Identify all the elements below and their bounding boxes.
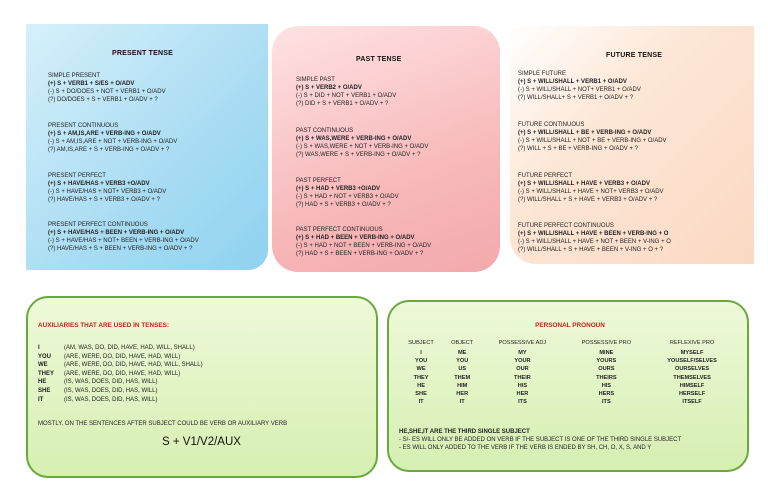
auxiliary-list: (ARE, WERE, DO, DID, HAVE, HAD, WILL, SHALL) — [64, 362, 203, 369]
table-cell: YOUR — [514, 358, 531, 365]
auxiliary-list: (ARE, WERE, DO, DID, HAVE, HAD, WILL) — [64, 353, 181, 360]
table-cell: MYSELF — [680, 350, 704, 356]
subject-label: YOU — [38, 353, 52, 360]
positive-formula: (+) S + VERB2 + O/ADV — [296, 85, 362, 91]
auxiliaries-note: MOSTLY, ON THE SENTENCES AFTER SUBJECT COULD BE VERB OR AUXILIARY VERB — [38, 421, 288, 427]
table-cell: ITS — [602, 399, 611, 406]
positive-formula: (+) S + WILL/SHALL + HAVE + BEEN + VERB-ING + O — [518, 231, 669, 237]
auxiliary-list: (IS, WAS, DOES, DID, HAS, WILL) — [64, 379, 158, 386]
simple-past-section — [296, 76, 396, 108]
table-cell: HER — [456, 391, 469, 398]
future-perfect-continuous-section — [518, 222, 671, 254]
table-cell: HIS — [601, 382, 612, 389]
section-heading: PAST CONTINUOUS — [296, 128, 354, 134]
table-cell: THEY — [413, 374, 429, 381]
negative-formula: (-) S + HAVE/HAS + NOT+ VERB3 + O/ADV — [48, 189, 167, 195]
negative-formula: (-) S + DID + NOT + VERB1 + O/ADV — [296, 93, 397, 99]
column-header: OBJECT — [451, 340, 474, 346]
question-formula: (?) WILL + S + BE + VERB-ING + O/ADV + ? — [518, 146, 638, 152]
present-tense-title: PRESENT TENSE — [112, 50, 173, 57]
auxiliaries-title: AUXILIARIES THAT ARE USED IN TENSES: — [38, 322, 170, 329]
section-heading: SIMPLE PRESENT — [48, 73, 101, 79]
table-cell: HIS — [517, 382, 528, 389]
negative-formula: (-) S + WILL/SHALL + NOT+ VERB1 + O/ADV — [518, 87, 641, 93]
list-item — [38, 396, 203, 405]
table-cell: IT — [459, 399, 465, 406]
positive-formula: (+) S + WAS,WERE + VERB-ING + O/ADV — [296, 136, 412, 142]
question-formula: (?) AM,IS,ARE + S + VERB-ING + O/ADV + ? — [48, 147, 170, 153]
present-perfect-continuous-section — [48, 221, 199, 253]
pronoun-notes — [399, 428, 681, 452]
past-tense-card — [272, 26, 500, 272]
table-cell: US — [458, 366, 467, 373]
table-cell: SHE — [415, 391, 427, 398]
table-row — [399, 374, 735, 382]
positive-formula: (+) S + HAD + BEEN + VERB-ING + O/ADV — [296, 235, 415, 241]
column-header: REFLEXIVE PRO — [669, 340, 715, 346]
table-cell: HE — [417, 382, 425, 389]
table-cell: YOU — [414, 358, 428, 365]
list-item — [38, 387, 203, 396]
list-item — [38, 344, 203, 353]
subject-label: I — [38, 345, 40, 351]
section-heading: PAST PERFECT — [296, 178, 341, 184]
question-formula: (?) HAD + S + BEEN + VERB-ING + O/ADV + ? — [296, 251, 424, 257]
auxiliaries-card — [26, 296, 378, 478]
table-cell: HERSELF — [679, 391, 706, 398]
table-cell: THEIRS — [596, 374, 617, 381]
positive-formula: (+) S + HAVE/HAS + BEEN + VERB-ING + O/ADV — [48, 230, 185, 236]
section-heading: FUTURE PERFECT CONTINUOUS — [518, 223, 614, 229]
present-tense-card — [26, 24, 268, 270]
list-item — [38, 370, 203, 379]
column-header: POSSESSIVE ADJ — [498, 340, 547, 346]
list-item — [38, 361, 203, 370]
positive-formula: (+) S + WILL/SHALL + HAVE + VERB3 + O/ADV — [518, 181, 650, 187]
future-continuous-section — [518, 121, 667, 153]
question-formula: (?) WAS,WERE + S + VERB-ING + O/ADV + ? — [296, 152, 421, 158]
table-cell: MINE — [599, 350, 614, 356]
question-formula: (?) HAVE/HAS + S + VERB3 + O/ADV + ? — [48, 197, 160, 203]
table-cell: IT — [418, 399, 424, 406]
negative-formula: (-) S + WILL/SHALL + NOT + BE + VERB-ING + O/ADV — [518, 138, 667, 144]
table-row — [399, 382, 735, 390]
table-cell: HIMSELF — [679, 382, 705, 389]
table-cell: THEMSELVES — [673, 374, 711, 381]
past-perfect-continuous-section — [296, 226, 431, 258]
subject-label: IT — [38, 396, 44, 403]
positive-formula: (+) S + VERB1 + S/ES + O/ADV — [48, 81, 135, 87]
question-formula: (?) DO/DOES + S + VERB1 + O/ADV + ? — [48, 97, 158, 103]
future-perfect-section — [518, 172, 664, 204]
present-continuous-section — [48, 122, 177, 154]
table-cell: THEM — [454, 374, 471, 381]
note-line: - ES WILL ONLY ADDED TO THE VERB IF THE VERB IS ENDED BY SH, CH, O, X, S, AND Y — [399, 445, 652, 451]
positive-formula: (+) S + WILL/SHALL + VERB1 + O/ADV — [518, 79, 627, 85]
subject-label: THEY — [38, 370, 55, 377]
auxiliary-list: (ARE, WERE, DO, DID, HAVE, HAD, WILL) — [64, 370, 181, 377]
table-cell: MY — [518, 350, 527, 356]
column-header: POSSESSIVE PRO — [581, 340, 632, 346]
section-heading: PRESENT PERFECT — [48, 173, 106, 179]
future-tense-card — [510, 26, 754, 264]
list-item — [38, 378, 203, 387]
subject-label: HE — [38, 379, 47, 386]
personal-pronoun-title: PERSONAL PRONOUN — [535, 322, 605, 329]
table-cell: ITSELF — [682, 399, 702, 406]
section-heading: PRESENT PERFECT CONTINUOUS — [48, 222, 148, 228]
table-row — [399, 349, 735, 357]
positive-formula: (+) S + HAVE/HAS + VERB3 +O/ADV — [48, 181, 150, 187]
personal-pronoun-card — [387, 300, 749, 472]
table-cell: YOURS — [596, 358, 617, 365]
note-line: - S/- ES WILL ONLY BE ADDED ON VERB IF THE SUBJECT IS ONE OF THE THIRD SINGLE SUBJECT — [399, 437, 682, 443]
table-cell: WE — [416, 366, 426, 373]
subject-label: WE — [38, 362, 48, 369]
question-formula: (?) HAD + S + VERB3 + O/ADV + ? — [296, 202, 391, 208]
auxiliary-list: (IS, WAS, DOES, DID, HAS, WILL) — [64, 396, 158, 403]
table-row — [399, 357, 735, 365]
question-formula: (?) HAVE/HAS + S + BEEN + VERB-ING + O/ADV + ? — [48, 246, 193, 252]
table-cell: HERS — [598, 391, 615, 398]
negative-formula: (-) S + WILL/SHALL + HAVE + NOT + BEEN + V-ING + O — [518, 239, 671, 245]
section-heading: SIMPLE FUTURE — [518, 71, 567, 77]
table-cell: YOUSELF/SELVES — [667, 358, 717, 365]
section-heading: PAST PERFECT CONTINUOUS — [296, 227, 383, 233]
table-cell: OUR — [516, 366, 529, 373]
positive-formula: (+) S + AM,IS,ARE + VERB-ING + O/ADV — [48, 131, 161, 137]
question-formula: (?) WILL/SHALL+ S + VERB1 + O/ADV + ? — [518, 95, 634, 101]
auxiliaries-list — [38, 344, 203, 404]
present-perfect-section — [48, 172, 166, 204]
section-heading: PRESENT CONTINUOUS — [48, 123, 119, 129]
negative-formula: (-) S + HAVE/HAS + NOT+ BEEN + VERB-ING + O/ADV — [48, 238, 199, 244]
simple-present-section — [48, 72, 166, 104]
negative-formula: (-) S + HAD + NOT + BEEN + VERB-ING + O/ADV — [296, 243, 432, 249]
simple-future-section — [518, 70, 641, 102]
list-item — [38, 353, 203, 362]
past-perfect-section — [296, 177, 399, 209]
section-heading: FUTURE CONTINUOUS — [518, 122, 585, 128]
sentence-formula: S + V1/V2/AUX — [162, 436, 241, 448]
table-cell: HER — [516, 391, 529, 398]
table-cell: ITS — [518, 399, 527, 406]
table-cell: YOU — [456, 358, 469, 365]
past-tense-title: PAST TENSE — [356, 56, 402, 63]
negative-formula: (-) S + WAS,WERE + NOT + VERB-ING + O/ADV — [296, 144, 429, 150]
question-formula: (?) WILL/SHALL + S + HAVE + VERB3 + O/ADV + ? — [518, 197, 658, 203]
table-row — [399, 398, 735, 406]
pronoun-table — [399, 340, 735, 406]
table-row — [399, 390, 735, 398]
table-header-row — [399, 340, 735, 349]
note-line: HE,SHE,IT ARE THE THIRD SINGLE SUBJECT — [399, 429, 530, 435]
future-tense-title: FUTURE TENSE — [606, 52, 663, 59]
table-cell: ME — [458, 350, 467, 356]
positive-formula: (+) S + WILL/SHALL + BE + VERB-ING + O/ADV — [518, 130, 652, 136]
table-cell: THEIR — [514, 374, 531, 381]
table-cell: I — [420, 350, 422, 356]
auxiliary-list: (IS, WAS, DOES, DID, HAS, WILL) — [64, 387, 158, 394]
negative-formula: (-) S + DO/DOES + NOT + VERB1 + O/ADV — [48, 89, 166, 95]
negative-formula: (-) S + WILL/SHALL + HAVE + NOT+ VERB3 + O/ADV — [518, 189, 664, 195]
question-formula: (?) DID + S + VERB1 + O/ADV + ? — [296, 101, 389, 107]
table-cell: HIM — [457, 382, 468, 389]
past-continuous-section — [296, 127, 428, 159]
negative-formula: (-) S + AM,IS,ARE + NOT + VERB-ING + O/ADV — [48, 139, 178, 145]
question-formula: (?) WILL/SHALL + S + HAVE + BEEN + V-ING + O + ? — [518, 247, 664, 253]
column-header: SUBJECT — [408, 340, 434, 346]
auxiliary-list: (AM, WAS, DO, DID, HAVE, HAD, WILL, SHALL) — [64, 345, 195, 351]
negative-formula: (-) S + HAD + NOT + VERB3 + O/ADV — [296, 194, 399, 200]
subject-label: SHE — [38, 387, 51, 394]
section-heading: FUTURE PERFECT — [518, 173, 572, 179]
section-heading: SIMPLE PAST — [296, 77, 335, 83]
table-cell: OURS — [598, 366, 615, 373]
table-row — [399, 365, 735, 373]
positive-formula: (+) S + HAD + VERB3 +O/ADV — [296, 186, 381, 192]
table-cell: OURSELVES — [675, 366, 710, 373]
